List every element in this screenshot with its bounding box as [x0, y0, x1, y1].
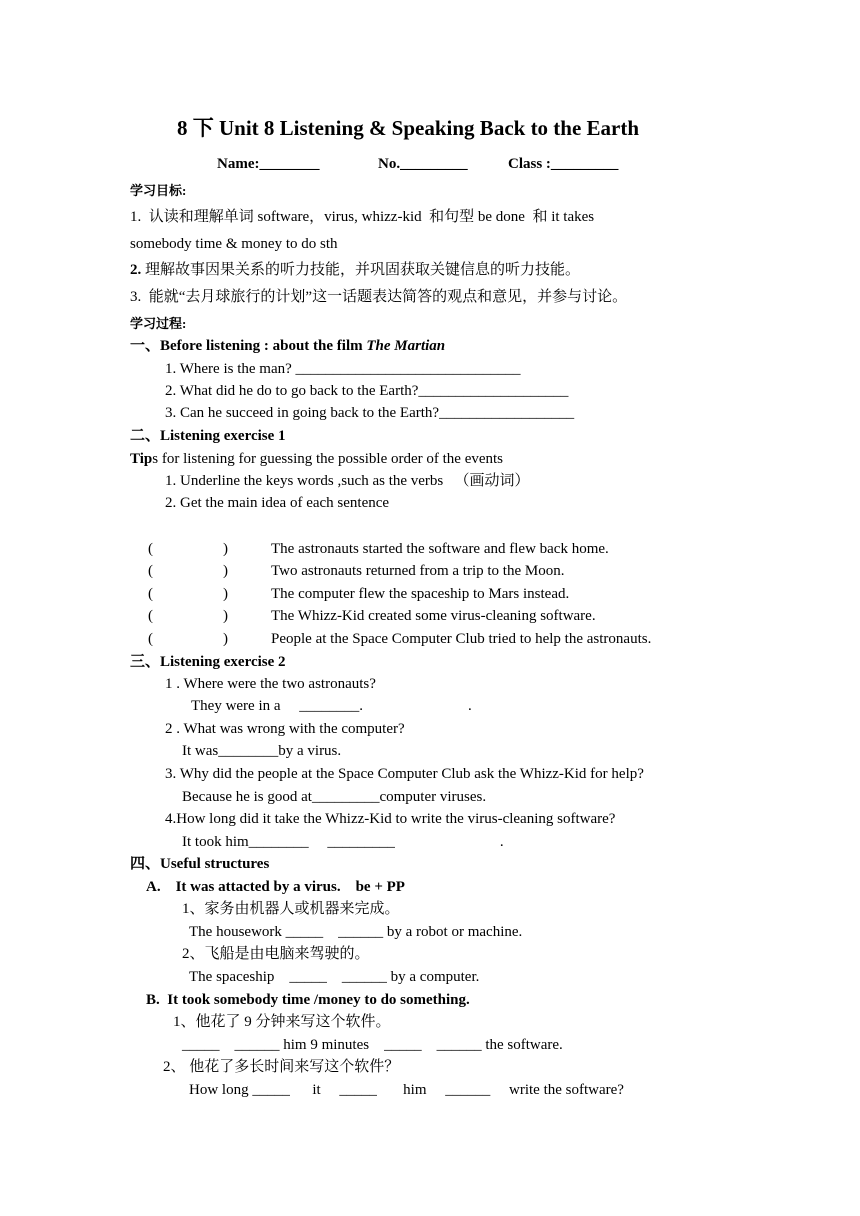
structure-b-heading: B. It took somebody time /money to do something. [146, 992, 470, 1008]
order-blank-close-5: ) [223, 631, 228, 647]
section-1-question-2: 2. What did he do to go back to the Earth?____________________ [165, 383, 569, 399]
order-blank-close-1: ) [223, 541, 228, 557]
section-2-heading: 二、Listening exercise 1 [130, 428, 286, 444]
event-sentence-1: The astronauts started the software and flew back home. [271, 541, 609, 557]
class-field: Class :_________ [508, 156, 619, 172]
objective-2 [130, 260, 580, 280]
section-3-answer-4: It took him________ _________ . [182, 834, 504, 850]
tips-line [130, 449, 503, 469]
order-blank-open-2: ( [148, 563, 153, 579]
structure-b-1-english: _____ ______ him 9 minutes _____ ______ the software. [182, 1037, 563, 1053]
objective-1-line-b: somebody time & money to do sth [130, 236, 338, 252]
section-1-heading [130, 336, 445, 356]
structure-b-2-chinese: 2、 他花了多长时间来写这个软件？ [163, 1059, 400, 1075]
tip-2: 2. Get the main idea of each sentence [165, 495, 390, 511]
tips-bold: Tip [130, 451, 153, 467]
objective-1-line-a: 1. 认读和理解单词 software，virus, whizz-kid 和句型 be done 和 it takes [130, 209, 595, 225]
section-3-heading: 三、Listening exercise 2 [130, 654, 286, 670]
structure-a-heading: A. It was attacted by a virus. be + PP [146, 879, 405, 895]
film-title: The Martian [366, 338, 446, 354]
section-3-answer-1: They were in a ________. . [191, 698, 472, 714]
event-sentence-3: The computer flew the spaceship to Mars instead. [271, 586, 570, 602]
event-sentence-4: The Whizz-Kid created some virus-cleaning software. [271, 608, 596, 624]
order-blank-close-3: ) [223, 586, 228, 602]
section-3-answer-3: Because he is good at_________computer viruses. [182, 789, 487, 805]
objective-3: 3. 能就“去月球旅行的计划”这一话题表达简答的观点和意见，并参与讨论。 [130, 289, 628, 305]
section-3-question-4: 4.How long did it take the Whizz-Kid to write the virus-cleaning software? [165, 811, 616, 827]
order-blank-open-4: ( [148, 608, 153, 624]
tips-text: s for listening for guessing the possible order of the events [152, 451, 504, 467]
name-field: Name:________ [217, 156, 320, 172]
order-blank-open-1: ( [148, 541, 153, 557]
section-4-heading: 四、Useful structures [130, 856, 270, 872]
objective-2-text: 理解故事因果关系的听力技能，并巩固获取关键信息的听力技能。 [141, 262, 581, 278]
order-blank-close-4: ) [223, 608, 228, 624]
order-blank-open-5: ( [148, 631, 153, 647]
structure-b-2-english: How long _____ it _____ him ______ write the software? [189, 1082, 624, 1098]
section-3-answer-2: It was________by a virus. [182, 743, 342, 759]
structure-b-1-chinese: 1、他花了 9 分钟来写这个软件。 [173, 1014, 391, 1030]
section-3-question-1: 1 . Where were the two astronauts? [165, 676, 376, 692]
event-sentence-5: People at the Space Computer Club tried to help the astronauts. [271, 631, 652, 647]
structure-a-2-chinese: 2、飞船是由电脑来驾驶的。 [182, 946, 370, 962]
event-sentence-2: Two astronauts returned from a trip to the Moon. [271, 563, 565, 579]
order-blank-open-3: ( [148, 586, 153, 602]
structure-a-2-english: The spaceship _____ ______ by a computer. [189, 969, 480, 985]
objectives-heading: 学习目标: [130, 183, 187, 198]
section-1-heading-text: 一、Before listening : about the film [130, 338, 367, 354]
section-1-question-1: 1. Where is the man? ______________________________ [165, 361, 521, 377]
process-heading: 学习过程: [130, 316, 187, 331]
section-3-question-3: 3. Why did the people at the Space Computer Club ask the Whizz-Kid for help? [165, 766, 644, 782]
structure-a-1-chinese: 1、家务由机器人或机器来完成。 [182, 901, 400, 917]
page-title: 8 下 Unit 8 Listening & Speaking Back to the Earth [177, 116, 640, 140]
objective-2-number: 2. [130, 262, 142, 278]
tip-1: 1. Underline the keys words ,such as the verbs （画动词） [165, 473, 530, 489]
section-1-question-3: 3. Can he succeed in going back to the Earth?__________________ [165, 405, 575, 421]
structure-a-1-english: The housework _____ ______ by a robot or machine. [189, 924, 523, 940]
section-3-question-2: 2 . What was wrong with the computer? [165, 721, 405, 737]
order-blank-close-2: ) [223, 563, 228, 579]
number-field: No._________ [378, 156, 468, 172]
